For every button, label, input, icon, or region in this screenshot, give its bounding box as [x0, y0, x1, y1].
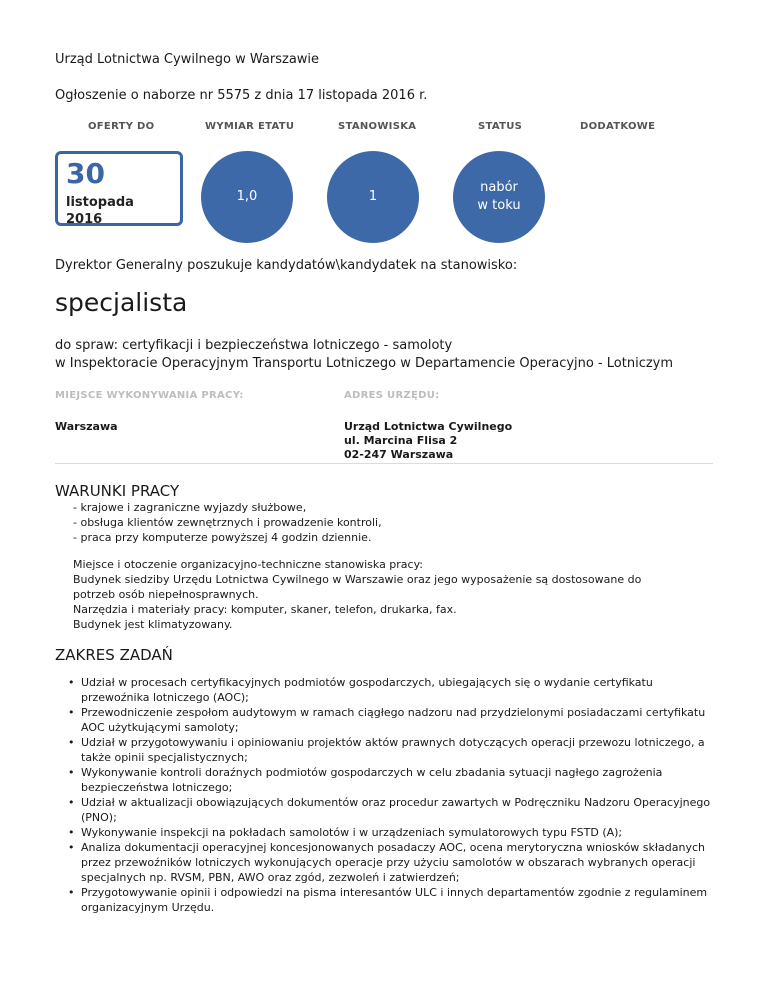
deadline-year: 2016 — [66, 212, 103, 227]
environment-line: Narzędzia i materiały pracy: komputer, skaner, telefon, drukarka, fax. — [73, 603, 457, 616]
positions-circle — [327, 151, 419, 243]
address-label: ADRES URZĘDU: — [344, 390, 440, 401]
workplace-label: MIEJSCE WYKONYWANIA PRACY: — [55, 390, 244, 401]
department-line1: do spraw: certyfikacji i bezpieczeństwa lotniczego - samoloty — [55, 338, 453, 353]
status-line2: w toku — [477, 198, 521, 213]
deadline-label: OFERTY DO — [88, 121, 155, 132]
duty-item: • Wykonywanie kontroli doraźnych podmiotów gospodarczych w celu zbadania sytuacji nagłego zagrożenia bezpieczeństwa lotniczego; — [81, 765, 721, 795]
fte-circle — [201, 151, 293, 243]
address-line: Urząd Lotnictwa Cywilnego — [344, 420, 513, 433]
status-line1: nabór — [480, 180, 518, 195]
duties-list — [55, 675, 721, 915]
duty-item: • Przygotowywanie opinii i odpowiedzi na pisma interesantów ULC i innych departamentów zgodnie z regulaminem organizacyjnym Urzędu. — [81, 885, 721, 915]
duty-item: • Udział w przygotowywaniu i opiniowaniu projektów aktów prawnych dotyczących operacji przewozu lotniczego, a także opinii specjalistycznych; — [81, 735, 721, 765]
duty-item: • Udział w procesach certyfikacyjnych podmiotów gospodarczych, ubiegających się o wydanie certyfikatu przewoźnika lotniczego (AOC); — [81, 675, 721, 705]
status-label: STATUS — [478, 121, 523, 132]
duty-item: • Wykonywanie inspekcji na pokładach samolotów i w urządzeniach symulatorowych typu FSTD (A); — [81, 825, 721, 840]
position-title: specjalista — [55, 288, 188, 317]
condition-item: - praca przy komputerze powyższej 4 godzin dziennie. — [73, 531, 372, 544]
status-circle — [453, 151, 545, 243]
fte-label: WYMIAR ETATU — [205, 121, 295, 132]
institution-name: Urząd Lotnictwa Cywilnego w Warszawie — [55, 52, 320, 67]
deadline-month: listopada — [66, 195, 134, 210]
environment-line: Budynek jest klimatyzowany. — [73, 618, 233, 631]
environment-line: Budynek siedziby Urzędu Lotnictwa Cywilnego w Warszawie oraz jego wyposażenie są dostosowane do potrzeb osób niepełnosprawnych. — [73, 573, 642, 601]
department-info — [55, 337, 673, 373]
deadline-day: 30 — [66, 157, 105, 190]
duty-item: • Analiza dokumentacji operacyjnej koncesjonowanych posadaczy AOC, ocena merytoryczna wniosków składanych przez przewoźników lotniczych wykonujących operacje przy użyciu samolotów w obszarach wybranych operacji specjalnych np. RVSM, PBN, AWO oraz zgód, zezwoleń i zatwierdzeń; — [81, 840, 721, 885]
lead-text: Dyrektor Generalny poszukuje kandydatów\kandydatek na stanowisko: — [55, 258, 518, 273]
positions-value: 1 — [368, 189, 378, 204]
department-line2: w Inspektoracie Operacyjnym Transportu Lotniczego w Departamencie Operacyjno - Lotniczym — [55, 356, 674, 371]
duty-item: • Udział w aktualizacji obowiązujących dokumentów oraz procedur zawartych w Podręczniku Nadzoru Operacyjnego (PNO); — [81, 795, 721, 825]
announcement-title: Ogłoszenie o naborze nr 5575 z dnia 17 listopada 2016 r. — [55, 88, 428, 103]
condition-item: - krajowe i zagraniczne wyjazdy służbowe, — [73, 501, 307, 514]
positions-label: STANOWISKA — [338, 121, 417, 132]
fte-value: 1,0 — [236, 189, 258, 204]
address-line: ul. Marcina Flisa 2 — [344, 434, 458, 447]
workplace-value: Warszawa — [55, 420, 118, 433]
conditions-heading: WARUNKI PRACY — [55, 482, 180, 500]
environment-line: Miejsce i otoczenie organizacyjno-techniczne stanowiska pracy: — [73, 558, 424, 571]
extra-label: DODATKOWE — [580, 121, 656, 132]
address-value — [344, 420, 512, 462]
duty-item: • Przewodniczenie zespołom audytowym w ramach ciągłego nadzoru nad przydzielonymi posiadaczami certyfikatu AOC użytkującymi samoloty; — [81, 705, 721, 735]
duties-heading: ZAKRES ZADAŃ — [55, 646, 173, 664]
condition-item: - obsługa klientów zewnętrznych i prowadzenie kontroli, — [73, 516, 382, 529]
conditions-list — [73, 500, 713, 545]
divider — [55, 463, 713, 464]
environment-text — [73, 557, 673, 632]
deadline-box — [55, 151, 183, 226]
status-value — [477, 179, 520, 215]
address-line: 02-247 Warszawa — [344, 448, 454, 461]
